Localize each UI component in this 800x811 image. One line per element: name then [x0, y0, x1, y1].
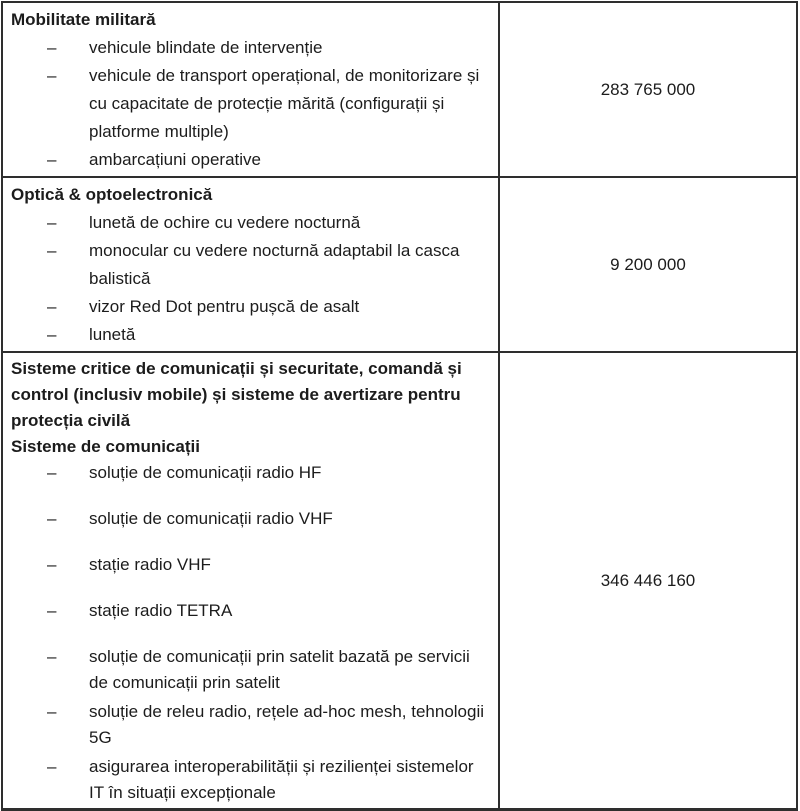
budget-table — [1, 1, 798, 811]
list-item — [11, 506, 495, 532]
dash-marker: – — [47, 702, 57, 721]
dash-marker: – — [47, 241, 57, 260]
dash-marker: – — [47, 757, 57, 776]
list-item — [11, 293, 495, 321]
list-item — [11, 146, 495, 174]
dash-marker: – — [47, 297, 57, 316]
dash-marker: – — [47, 150, 57, 169]
category-cell-optica — [2, 177, 499, 352]
list-item — [11, 321, 495, 349]
list-item-text: vizor Red Dot pentru pușcă de asalt — [89, 297, 360, 316]
amount-value: 283 765 000 — [600, 79, 696, 99]
document-page — [1, 1, 797, 811]
dash-marker: – — [47, 66, 57, 85]
dash-marker: – — [47, 555, 57, 574]
dash-marker: – — [47, 325, 57, 344]
list-item — [11, 460, 495, 486]
list-item — [11, 598, 495, 624]
list-item-text: soluție de comunicații prin satelit bazată pe servicii de comunicații prin satelit — [89, 647, 470, 692]
list-item — [11, 699, 495, 751]
list-item-text: soluție de comunicații radio HF — [89, 463, 322, 482]
amount-cell — [499, 352, 797, 810]
table-row-mobilitate-militara — [2, 2, 797, 177]
category-title: Sisteme critice de comunicații și securitate, comandă și control (inclusiv mobile) și sisteme de avertizare pentru protecția civilă — [11, 359, 462, 430]
list-item — [11, 209, 495, 237]
list-item — [11, 552, 495, 578]
list-item — [11, 754, 495, 806]
list-item — [11, 62, 495, 146]
list-item-text: lunetă — [89, 325, 136, 344]
dash-marker: – — [47, 647, 57, 666]
table-row-optica-optoelectronica — [2, 177, 797, 352]
amount-cell — [499, 2, 797, 177]
list-item-text: monocular cu vedere nocturnă adaptabil la casca balistică — [89, 241, 460, 288]
list-item-text: soluție de releu radio, rețele ad-hoc mesh, tehnologii 5G — [89, 702, 485, 747]
category-title: Mobilitate militară — [11, 10, 156, 29]
list-item — [11, 34, 495, 62]
category-cell-sisteme-comunicatii — [2, 352, 499, 810]
category-title: Optică & optoelectronică — [11, 185, 213, 204]
list-item-text: soluție de comunicații radio VHF — [89, 509, 333, 528]
dash-marker: – — [47, 509, 57, 528]
category-cell-mobilitate — [2, 2, 499, 177]
dash-marker: – — [47, 601, 57, 620]
amount-cell — [499, 177, 797, 352]
list-item — [11, 237, 495, 293]
list-item-text: vehicule de transport operațional, de monitorizare și cu capacitate de protecție mărită (configurații și platforme multiple) — [89, 66, 480, 141]
category-subtitle: Sisteme de comunicații — [11, 437, 200, 456]
dash-marker: – — [47, 463, 57, 482]
amount-value: 9 200 000 — [610, 254, 686, 274]
list-item-text: stație radio TETRA — [89, 601, 233, 620]
list-item-text: lunetă de ochire cu vedere nocturnă — [89, 213, 361, 232]
list-item-text: ambarcațiuni operative — [89, 150, 261, 169]
list-item-text: stație radio VHF — [89, 555, 211, 574]
table-row-sisteme-comunicatii — [2, 352, 797, 810]
dash-marker: – — [47, 38, 57, 57]
amount-value: 346 446 160 — [600, 570, 696, 590]
list-item-text: asigurarea interoperabilității și rezilienței sistemelor IT în situații excepționale — [89, 757, 474, 802]
list-item — [11, 644, 495, 696]
dash-marker: – — [47, 213, 57, 232]
list-item-text: vehicule blindate de intervenție — [89, 38, 323, 57]
